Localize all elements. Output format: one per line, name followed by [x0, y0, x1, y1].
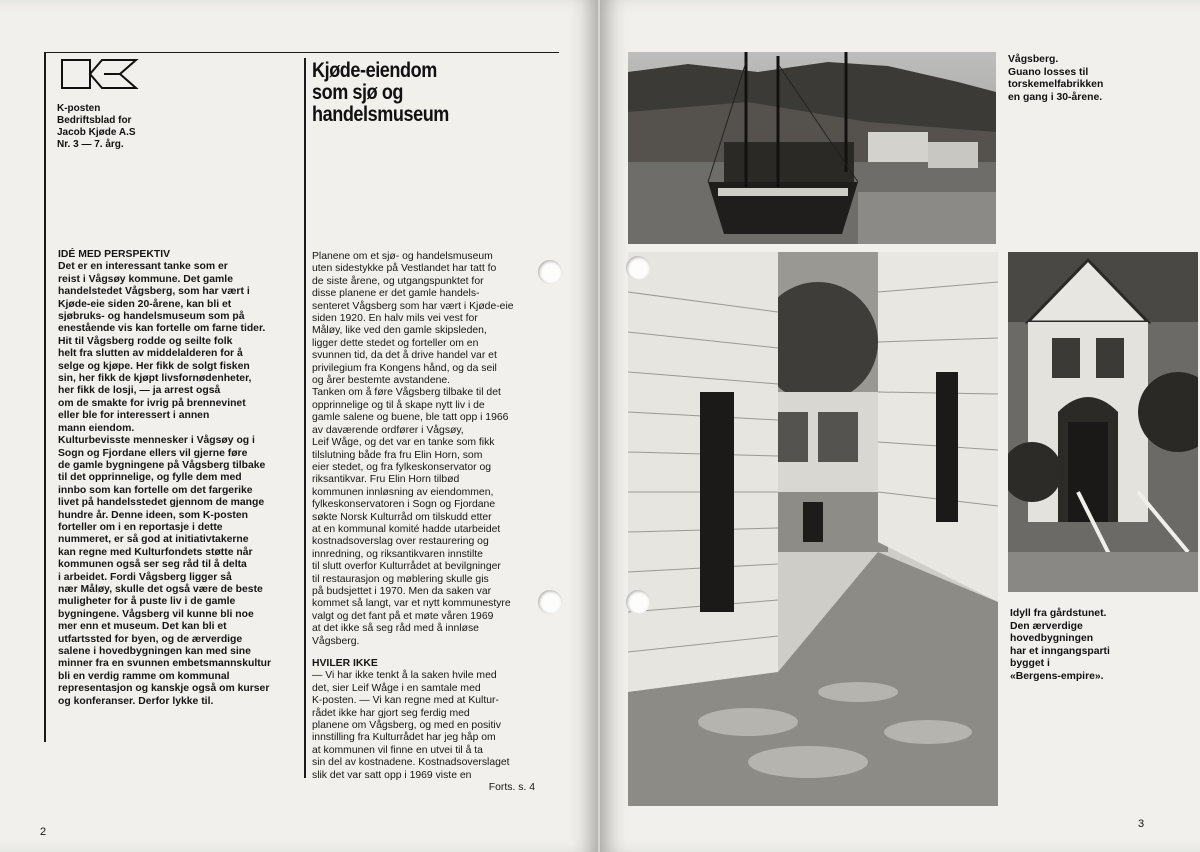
article-subheading: HVILER IKKE	[312, 658, 378, 669]
left-page	[0, 0, 598, 852]
article-line: Måløy, like ved den gamle skipsleden,	[312, 325, 487, 337]
editorial-line: selge og kjøpe. Her fikk de solgt fisken	[58, 360, 250, 372]
editorial-line: mer enn et museum. Det kan bli et	[58, 621, 227, 633]
editorial-line: hundre år. Denne ideen, som K-posten	[58, 509, 248, 521]
article-line: K-posten. — Vi kan regne med at Kultur-	[312, 695, 499, 707]
article-line: Tanken om å føre Vågsberg tilbake til det	[312, 387, 501, 399]
editorial-line: nær Måløy, skulle det også være de beste	[58, 583, 263, 595]
caption-line: hovedbygningen	[1010, 633, 1094, 645]
article-headline	[312, 60, 484, 126]
editorial-line: her fikk de losji, — ja arrest også	[58, 385, 221, 397]
article-line: eier stedet, og fra fylkeskonservator og	[312, 461, 492, 473]
staple-hole	[626, 590, 650, 614]
editorial-line: Sogn og Fjordane ellers vil gjerne føre	[58, 447, 248, 459]
article-line: til slutt overfor Kulturrådet at bevilgninger	[312, 561, 501, 573]
staple-hole	[538, 260, 562, 284]
masthead-line: K-posten	[57, 103, 101, 114]
article-line: riksantikvar. Fru Elin Horn tilbød	[312, 474, 460, 486]
article-line: kommet så langt, var et nytt kommunestyre	[312, 598, 511, 610]
caption-line: bygget i	[1010, 658, 1050, 670]
article-line: privilegium fra Kongens hånd, og da seil	[312, 362, 497, 374]
caption-courtyard	[1010, 608, 1110, 684]
editorial-line: Det er en interessant tanke som er	[58, 261, 228, 273]
top-rule	[44, 52, 559, 53]
staple-hole	[626, 256, 650, 280]
caption-line: Guano losses til	[1008, 66, 1089, 78]
column-rule	[304, 58, 306, 778]
page-number: 3	[1138, 818, 1145, 830]
editorial-line: handelstedet Vågsberg, som har vært i	[58, 286, 250, 298]
editorial-line: kommunen også ser seg råd til å delta	[58, 559, 247, 571]
editorial-line: Kjøde-eie siden 20-årene, kan bli et	[58, 298, 232, 310]
article-line: at en kommunal komité hadde utarbeidet	[312, 523, 501, 535]
staple-hole	[538, 590, 562, 614]
editorial-line: til det opprinnelige, og fylle dem med	[58, 472, 242, 484]
editorial-line: kan regne med Kulturfondets støtte når	[58, 546, 253, 558]
editorial-line: minner fra en svunnen embetsmannskultur	[58, 658, 272, 670]
editorial-line: mann eiendom.	[58, 422, 135, 434]
k-posten-logo	[60, 58, 140, 90]
article-line: slik det var satt opp i 1969 viste en	[312, 769, 472, 781]
masthead-line: Nr. 3 — 7. årg.	[57, 139, 124, 150]
caption-harbour	[1008, 54, 1103, 104]
editorial-line: bygningene. Vågsberg vil kunne bli noe	[58, 608, 254, 620]
masthead-line: Jacob Kjøde A.S	[57, 127, 136, 138]
courtyard-image	[628, 252, 998, 806]
left-rule	[44, 52, 46, 742]
article-line: uten sidestykke på Vestlandet har tatt fo	[312, 263, 497, 275]
editorial-line: sin, her fikk de kjøpt livsfornødenheter,	[58, 373, 252, 385]
caption-line: Vågsberg.	[1008, 54, 1059, 65]
editorial-line: bli en verdig ramme om kommunal	[58, 670, 230, 682]
headline-line: som sjø og	[312, 81, 404, 104]
article-line: senteret Vågsberg som har vært i Kjøde-eie	[312, 300, 514, 312]
editorial-line: eller ble for interessert i annen	[58, 410, 210, 422]
right-page	[600, 0, 1200, 852]
editorial-line: livet på handelsstedet gjennom de mange	[58, 497, 265, 509]
caption-line: Idyll fra gårdstunet.	[1010, 608, 1107, 619]
article-line: på budsjettet i 1970. Men da saken var	[312, 585, 492, 597]
editorial-column	[58, 249, 298, 708]
article-line: sin del av kostnadene. Kostnadsoverslaget	[312, 757, 510, 769]
editorial-line: sjøbruks- og handelsmuseum som på	[58, 311, 245, 323]
article-line: Vågsberg.	[312, 635, 360, 647]
caption-line: Den ærverdige	[1010, 620, 1083, 632]
editorial-line: enestående vis kan fortelle om farne tider.	[58, 323, 266, 335]
article-line: tilslutning både fra fru Elin Horn, som	[312, 449, 483, 461]
editorial-line: Kulturbevisste mennesker i Vågsøy og i	[58, 435, 255, 447]
article-line: kostnadsoverslag over restaurering og	[312, 536, 489, 548]
editorial-line: om de smakte for ivrig på brennevinet	[58, 397, 246, 409]
article-line: disse planene er det gamle handels-	[312, 288, 480, 300]
article-line: opprinnelige og til å skape nytt liv i de	[312, 399, 485, 411]
photo-courtyard	[628, 252, 998, 806]
editorial-line: reist i Vågsøy kommune. Det gamle	[58, 273, 233, 285]
editorial-line: forteller om i en reportasje i dette	[58, 521, 223, 533]
article-line: og årer bestemte avstandene.	[312, 375, 451, 387]
article-line: søkte Norsk Kulturråd om tilskudd etter	[312, 511, 492, 523]
article-line: planene om Vågsberg, og med en positiv	[312, 720, 501, 732]
editorial-line: og konferanser. Derfor lykke til.	[58, 695, 214, 707]
masthead	[57, 103, 136, 151]
article-line: rådet ikke har gjort seg ferdig med	[312, 707, 470, 719]
article-line: innstilling fra Kulturrådet har jeg håp om	[312, 732, 496, 744]
editorial-line: i arbeidet. Fordi Vågsberg ligger så	[58, 571, 232, 583]
editorial-line: muligheter for å puste liv i de gamle	[58, 596, 236, 608]
editorial-line: nummeret, er så god at initiativtakerne	[58, 534, 249, 546]
editorial-heading: IDÉ MED PERSPEKTIV	[58, 249, 171, 260]
editorial-line: helt fra slutten av middelalderen for å	[58, 348, 243, 360]
editorial-line: Hit til Vågsberg rodde og seilte folk	[58, 335, 233, 347]
article-line: gamle salene og buene, ble tatt opp i 1966	[312, 412, 509, 424]
article-line: — Vi har ikke tenkt å la saken hvile med	[312, 670, 497, 682]
article-line: Leif Wåge, og det var en tanke som fikk	[312, 437, 495, 449]
headline-line: Kjøde-eiendom	[312, 59, 437, 82]
masthead-line: Bedriftsblad for	[57, 115, 132, 126]
main-building-image	[1008, 252, 1198, 592]
article-line: svunnen tid, da det å drive handel var et	[312, 350, 497, 362]
caption-line: torskemelfabrikken	[1008, 79, 1104, 91]
article-line: at kommunen vil finne en utvei til å ta	[312, 744, 483, 756]
editorial-line: de gamle bygningene på Vågsberg tilbake	[58, 459, 266, 471]
editorial-line: salene i hovedbygningen kan med sine	[58, 646, 251, 657]
article-line: at det ikke så seg råd med å innløse	[312, 623, 479, 635]
harbour-image	[628, 52, 996, 244]
continued-reference: Forts. s. 4	[488, 782, 535, 794]
article-line: kommunen innløsning av eiendommen,	[312, 486, 494, 498]
page-number: 2	[40, 826, 47, 838]
article-line: det, sier Leif Wåge i en samtale med	[312, 682, 481, 694]
article-line: innredning, og riksantikvaren innstilte	[312, 548, 483, 560]
editorial-line: utfartssted for byen, og de ærverdige	[58, 633, 243, 645]
article-column	[312, 251, 547, 794]
caption-line: en gang i 30-årene.	[1008, 91, 1103, 103]
article-line: av daværende ordfører i Vågsøy,	[312, 424, 464, 436]
photo-harbour-ships	[628, 52, 996, 244]
photo-main-building	[1008, 252, 1198, 592]
caption-line: «Bergens-empire».	[1010, 670, 1104, 682]
article-line: siden 1920. En halv mils vei vest for	[312, 313, 478, 325]
article-line: til restaurasjon og møblering skulle gis	[312, 573, 489, 585]
article-line: ligger dette stedet og forteller om en	[312, 337, 479, 349]
editorial-line: representasjon og kanskje også om kurser	[58, 683, 270, 695]
article-line: de siste årene, og utgangspunktet for	[312, 275, 484, 287]
article-line: valgt og det fant på et møte våren 1969	[312, 610, 494, 622]
headline-line: handelsmuseum	[312, 103, 449, 126]
editorial-line: innbo som kan fortelle om det fargerike	[58, 484, 253, 496]
article-line: Planene om et sjø- og handelsmuseum	[312, 251, 493, 262]
caption-line: har et inngangsparti	[1010, 645, 1110, 657]
article-line: fylkeskonservatoren i Sogn og Fjordane	[312, 499, 496, 511]
